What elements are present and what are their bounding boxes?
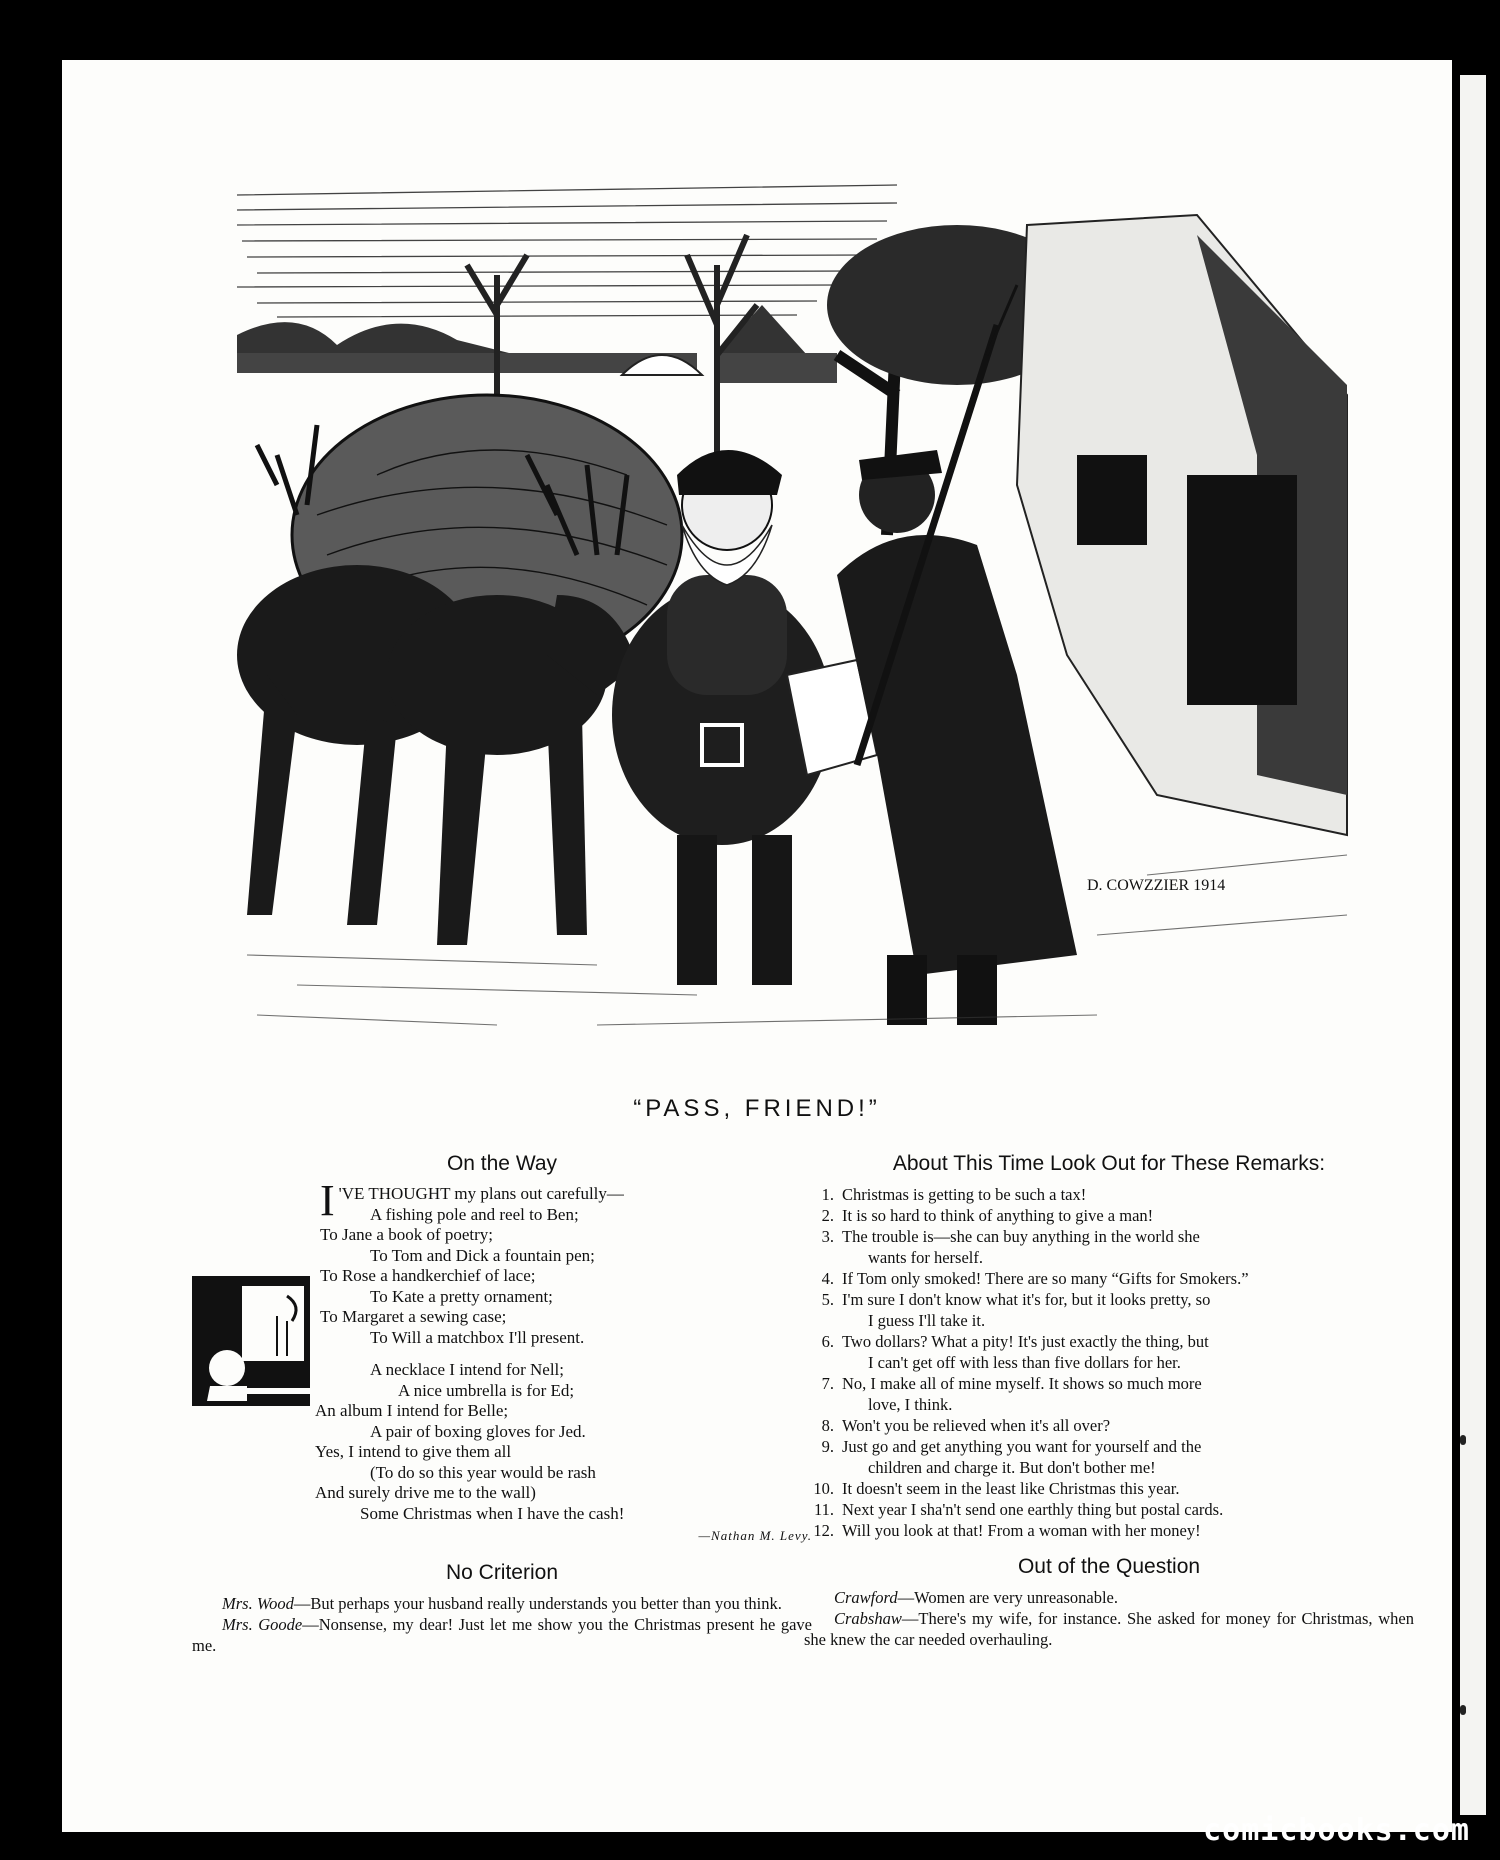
illustration-santa-soldier bbox=[197, 155, 1387, 1105]
remark-item: 4. If Tom only smoked! There are so many “Gifts for Smokers.” bbox=[821, 1269, 1249, 1288]
remarks-list bbox=[804, 1184, 1414, 1541]
poem-line: To Margaret a sewing case; bbox=[320, 1307, 507, 1326]
poem-title: On the Way bbox=[446, 1152, 558, 1175]
remark-item: 10. It doesn't seem in the least like Christmas this year. bbox=[813, 1479, 1180, 1498]
poem-line: To Tom and Dick a fountain pen; bbox=[370, 1245, 595, 1265]
poem-line: A necklace I intend for Nell; bbox=[370, 1360, 565, 1379]
no-criterion-line-1: Mrs. Wood—But perhaps your husband really understands you better than you think. bbox=[222, 1593, 782, 1613]
remark-item: 3. The trouble is—she can buy anything in the world she wants for herself. bbox=[821, 1227, 1200, 1267]
illustration-caption: “PASS, FRIEND!” bbox=[633, 1095, 881, 1122]
poem-line: To Rose a handkerchief of lace; bbox=[320, 1266, 536, 1285]
binding-mark bbox=[1460, 1705, 1466, 1715]
remark-item: 8. Won't you be relieved when it's all over? bbox=[821, 1416, 1111, 1435]
poem-line: A pair of boxing gloves for Jed. bbox=[370, 1421, 586, 1441]
poem-line: An album I intend for Belle; bbox=[315, 1401, 509, 1420]
poem-line: (To do so this year would be rash bbox=[370, 1462, 596, 1482]
poem-line: And surely drive me to the wall) bbox=[315, 1483, 536, 1502]
remark-item: 12. Will you look at that! From a woman with her money! bbox=[813, 1521, 1201, 1540]
remark-item: 11. Next year I sha'n't send one earthly thing but postal cards. bbox=[813, 1500, 1224, 1519]
poem-author: —Nathan M. Levy. bbox=[698, 1528, 812, 1543]
child-at-window-icon bbox=[192, 1276, 310, 1406]
poem-on-the-way bbox=[192, 1176, 812, 1547]
out-of-question-line-2: Crabshaw—There's my wife, for instance. She asked for money for Christmas, when she knew the car needed overhauling. bbox=[804, 1609, 1414, 1649]
adjacent-page-edge bbox=[1460, 75, 1486, 1815]
remarks-title: About This Time Look Out for These Remarks: bbox=[892, 1152, 1326, 1175]
poem-stanza-1 bbox=[320, 1205, 812, 1349]
santa-soldier-sketch-icon bbox=[197, 155, 1387, 1105]
child-window-illustration bbox=[192, 1276, 310, 1406]
poem-line: A nice umbrella is for Ed; bbox=[398, 1380, 575, 1400]
poem-line: To Kate a pretty ornament; bbox=[370, 1286, 553, 1306]
no-criterion-title: No Criterion bbox=[445, 1560, 559, 1584]
site-watermark: comicbooks.com bbox=[1203, 1813, 1470, 1848]
binding-mark bbox=[1460, 1435, 1466, 1445]
out-of-question-line-1: Crawford—Women are very unreasonable. bbox=[834, 1588, 1118, 1607]
poem-stanza-2 bbox=[315, 1360, 812, 1547]
remark-item: 5. I'm sure I don't know what it's for, but it looks pretty, so I guess I'll take it. bbox=[821, 1290, 1211, 1330]
remark-item: 1. Christmas is getting to be such a tax! bbox=[821, 1185, 1087, 1204]
remark-item: 2. It is so hard to think of anything to give a man! bbox=[821, 1206, 1154, 1225]
poem-first-line: I 'VE THOUGHT my plans out carefully— bbox=[320, 1176, 624, 1225]
poem-line: Some Christmas when I have the cash! bbox=[360, 1503, 625, 1523]
poem-line: To Jane a book of poetry; bbox=[320, 1225, 494, 1244]
poem-line: Yes, I intend to give them all bbox=[315, 1442, 512, 1461]
drop-cap: I bbox=[320, 1176, 335, 1225]
out-of-question-title: Out of the Question bbox=[1017, 1555, 1201, 1578]
no-criterion-line-2: Mrs. Goode—Nonsense, my dear! Just let me show you the Christmas present he gave me. bbox=[192, 1614, 813, 1655]
right-column bbox=[804, 1152, 1414, 1650]
poem-line: To Will a matchbox I'll present. bbox=[370, 1327, 585, 1347]
magazine-page bbox=[62, 60, 1452, 1832]
artist-signature: D. COWZZIER 1914 bbox=[1087, 877, 1226, 894]
remark-item: 7. No, I make all of mine myself. It shows so much more love, I think. bbox=[821, 1374, 1202, 1414]
remark-item: 6. Two dollars? What a pity! It's just exactly the thing, but I can't get off with less than five dollars for her. bbox=[821, 1332, 1209, 1372]
remark-item: 9. Just go and get anything you want for yourself and the children and charge it. But don't bother me! bbox=[821, 1437, 1202, 1477]
left-column bbox=[192, 1152, 812, 1656]
poem-line: A fishing pole and reel to Ben; bbox=[370, 1204, 579, 1224]
